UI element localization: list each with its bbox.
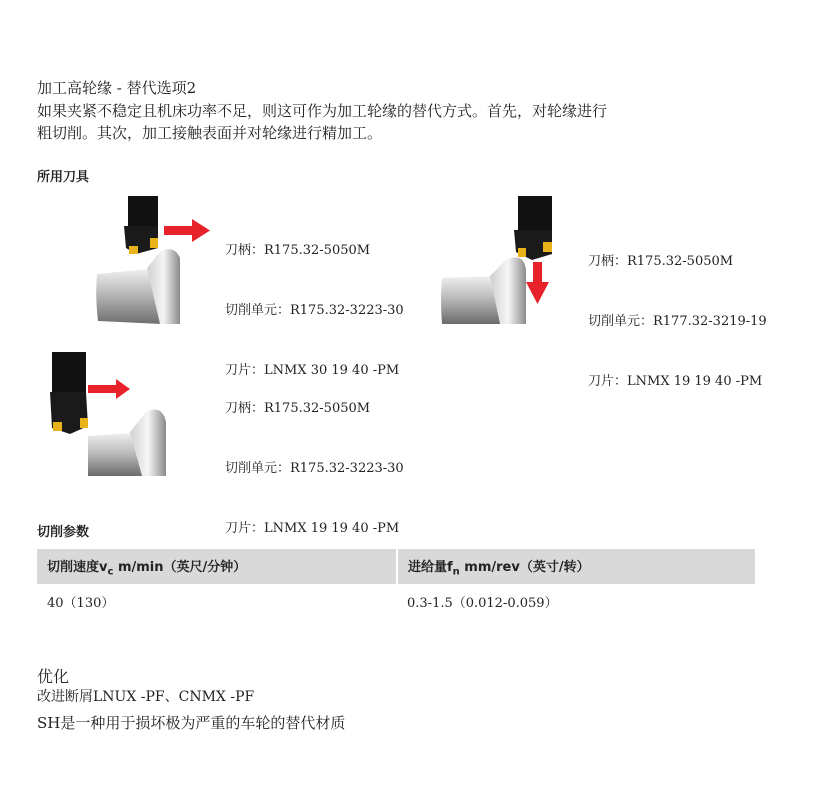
- intro-text: [37, 100, 737, 144]
- tool-holder: [50, 352, 88, 434]
- holder-spec: 刀柄：R175.32-5050M: [588, 254, 734, 269]
- workpiece-wheel: [88, 410, 166, 476]
- tool-illustration-2: [440, 196, 560, 328]
- table-row: [37, 584, 755, 618]
- holder-spec: 刀柄：R175.32-5050M: [225, 243, 371, 258]
- col1-sub: c: [107, 566, 114, 578]
- col1-label: 切削速度v: [47, 559, 108, 575]
- page-title: 加工高轮缘 - 替代选项2: [37, 79, 197, 97]
- intro-line-2: 粗切削。其次，加工接触表面并对轮缘进行精加工。: [37, 124, 383, 142]
- cutting-params-table: [37, 549, 755, 618]
- speed-value: 40（130）: [47, 595, 115, 611]
- tool-holder: [124, 196, 158, 254]
- cutting-unit-spec: 切削单元：R175.32-3223-30: [225, 461, 404, 476]
- insert-spec: 刀片：LNMX 19 19 40 -PM: [588, 374, 763, 389]
- workpiece-wheel: [96, 249, 180, 324]
- tool-illustration-3: [50, 352, 175, 478]
- tool-spec-2: [588, 212, 767, 412]
- cutting-unit-spec: 切削单元：R177.32-3219-19: [588, 314, 767, 329]
- intro-line-1: 如果夹紧不稳定且机床功率不足，则这可作为加工轮缘的替代方式。首先，对轮缘进行: [37, 102, 608, 120]
- params-heading: 切削参数: [37, 525, 90, 540]
- arrow-right-icon: [88, 379, 130, 399]
- optimize-heading: 优化: [37, 667, 70, 686]
- insert-spec: 刀片：LNMX 30 19 40 -PM: [225, 363, 400, 378]
- cutting-unit-spec: 切削单元：R175.32-3223-30: [225, 303, 404, 318]
- tool-spec-3: [225, 359, 404, 559]
- tool-illustration-1: [92, 196, 217, 326]
- arrow-down-icon: [526, 262, 549, 304]
- col-cutting-speed: [37, 549, 397, 584]
- tools-heading: 所用刀具: [37, 170, 90, 185]
- arrow-right-icon: [164, 219, 210, 242]
- col1-unit: m/min（英尺/分钟）: [113, 559, 247, 575]
- col2-sub: n: [452, 566, 460, 578]
- optimize-line-2: SH是一种用于损坏极为严重的车轮的替代材质: [37, 714, 346, 732]
- feed-value: 0.3-1.5（0.012-0.059）: [407, 595, 558, 611]
- col2-unit: mm/rev（英寸/转）: [459, 559, 590, 575]
- col-feed: [397, 549, 755, 584]
- holder-spec: 刀柄：R175.32-5050M: [225, 401, 371, 416]
- tool-holder: [514, 196, 552, 260]
- table-header-row: [37, 549, 755, 584]
- insert-spec: 刀片：LNMX 19 19 40 -PM: [225, 521, 400, 536]
- col2-label: 进给量f: [408, 559, 453, 575]
- optimize-line-1: 改进断屑LNUX -PF、CNMX -PF: [37, 689, 255, 705]
- workpiece-wheel: [441, 258, 526, 324]
